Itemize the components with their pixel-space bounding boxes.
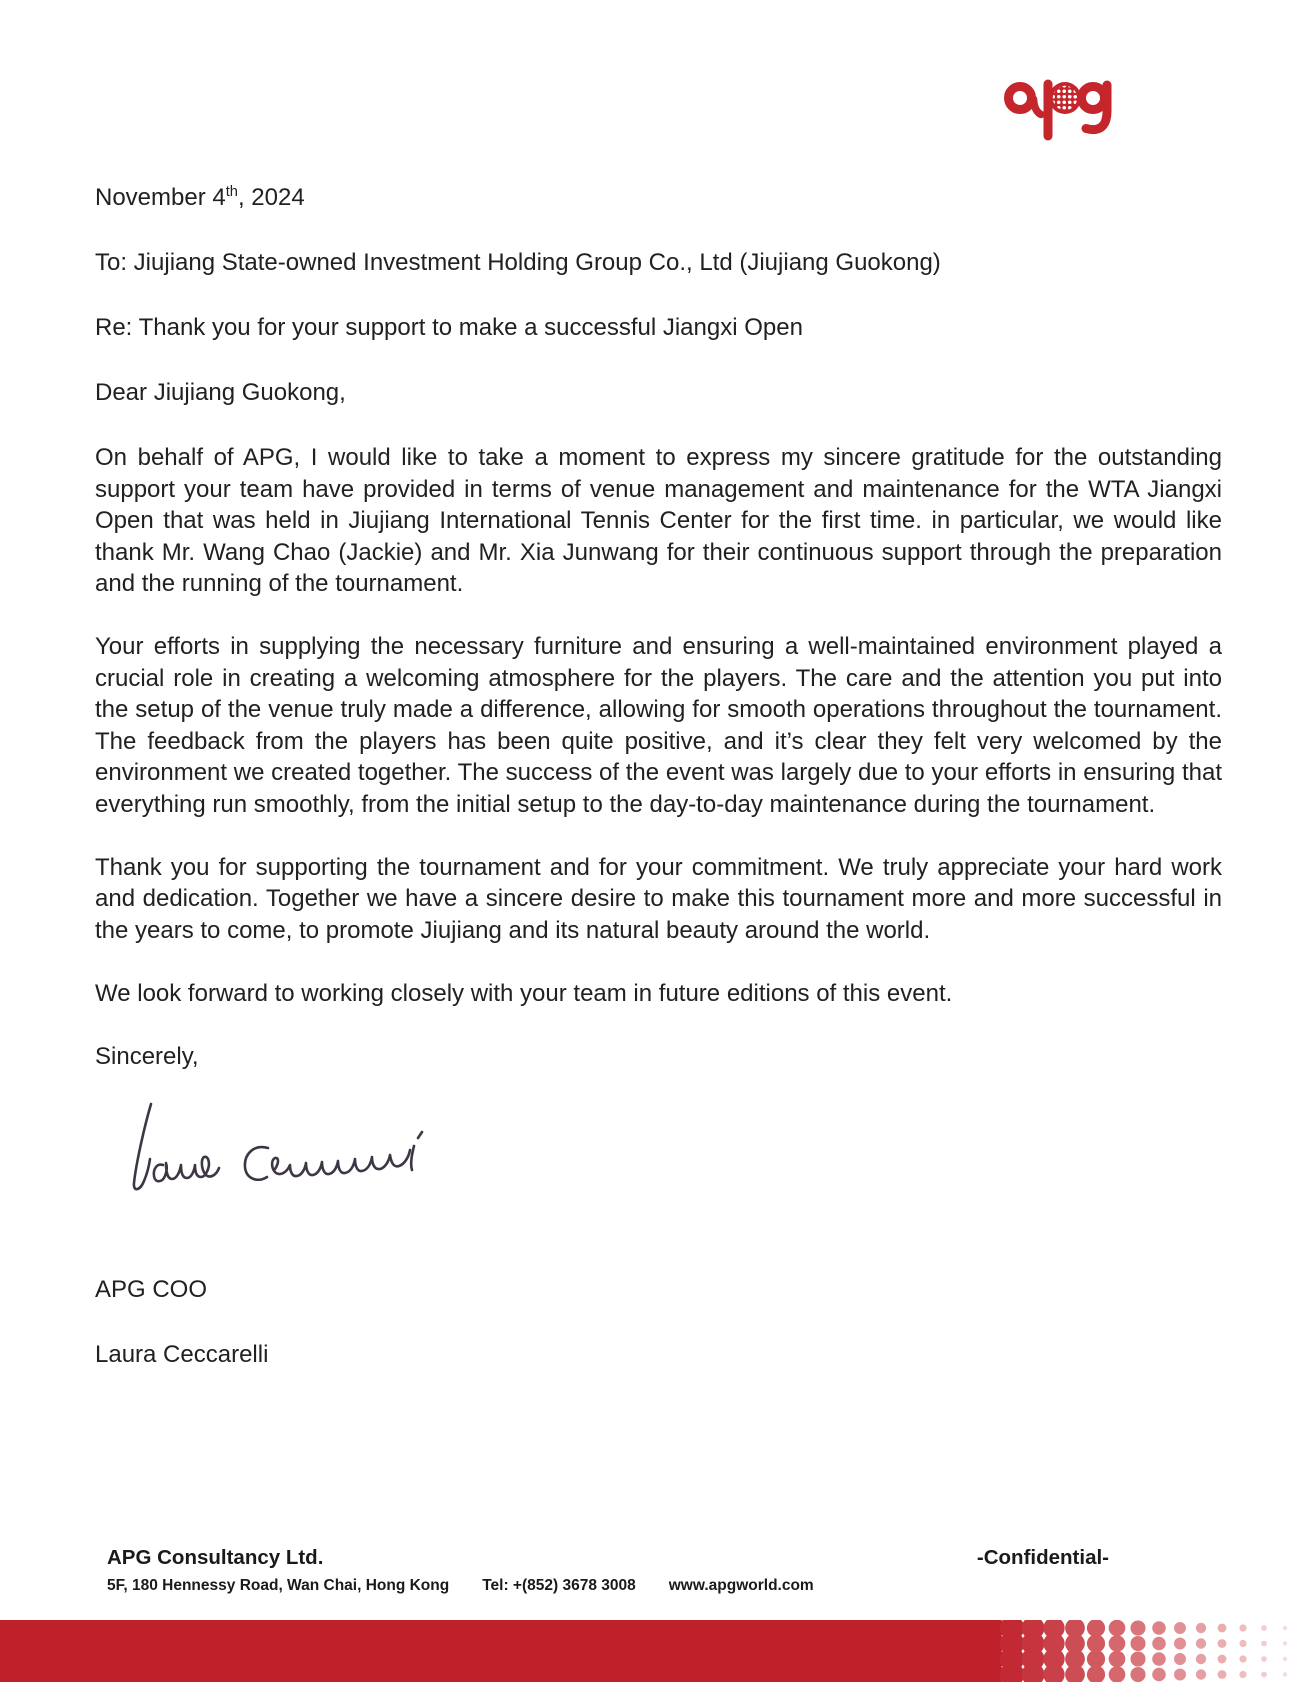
- date-ordinal: th: [225, 184, 238, 200]
- letter-body: [95, 0, 1222, 1371]
- paragraph-1: On behalf of APG, I would like to take a moment to express my sincere gratitude for the outstanding support your team have provided in terms of venue management and maintenance for the WTA Jiangxi Open that was held in Jiujiang International Tennis Center for the first time. in particular, we would like thank Mr. Wang Chao (Jackie) and Mr. Xia Junwang for their continuous support through the preparation and the running of the tournament.: [95, 444, 1222, 597]
- paragraph-2: Your efforts in supplying the necessary furniture and ensuring a well-maintained environment played a crucial role in creating a welcoming atmosphere for the players. The care and the attention you put into the setup of the venue truly made a difference, allowing for smooth operations throughout the tournament. The feedback from the players has been quite positive, and it’s clear they felt very welcomed by the environment we created together. The success of the event was largely due to your efforts in ensuring that everything run smoothly, from the initial setup to the day-to-day maintenance during the tournament.: [95, 633, 1222, 818]
- footer-website: www.apgworld.com: [668, 1577, 814, 1594]
- re-line: Re: Thank you for your support to make a successful Jiangxi Open: [95, 314, 803, 341]
- paragraph-3: Thank you for supporting the tournament and for your commitment. We truly appreciate your hard work and dedication. Together we have a sincere desire to make this tournament more and more successful in the years to come, to promote Jiujiang and its natural beauty around the world.: [95, 853, 1222, 944]
- footer-top-row: [107, 1546, 1109, 1570]
- date-line: [95, 182, 1222, 214]
- footer: [107, 1546, 1109, 1595]
- signer-name: Laura Ceccarelli: [95, 1341, 269, 1368]
- footer-contact-row: [107, 1576, 1109, 1595]
- footer-bar-halftone: [985, 1620, 1300, 1682]
- date-suffix: , 2024: [237, 184, 305, 211]
- footer-tel: Tel: +(852) 3678 3008: [482, 1577, 636, 1594]
- footer-address: 5F, 180 Hennessy Road, Wan Chai, Hong Kong: [107, 1577, 450, 1594]
- signer-title: APG COO: [95, 1276, 208, 1303]
- salutation: Dear Jiujiang Guokong,: [95, 379, 346, 406]
- footer-bar-solid: [0, 1620, 985, 1682]
- closing: Sincerely,: [95, 1042, 199, 1070]
- signature-image: [117, 1086, 1222, 1216]
- paragraph-4: We look forward to working closely with your team in future editions of this event.: [95, 979, 953, 1007]
- bottom-red-band: [0, 1620, 1300, 1682]
- to-line: To: Jiujiang State-owned Investment Holding Group Co., Ltd (Jiujiang Guokong): [95, 249, 941, 276]
- date-prefix: November 4: [95, 184, 226, 211]
- signature-strokes: [117, 1086, 457, 1216]
- footer-confidential: -Confidential-: [976, 1546, 1109, 1569]
- footer-company: APG Consultancy Ltd.: [107, 1546, 324, 1569]
